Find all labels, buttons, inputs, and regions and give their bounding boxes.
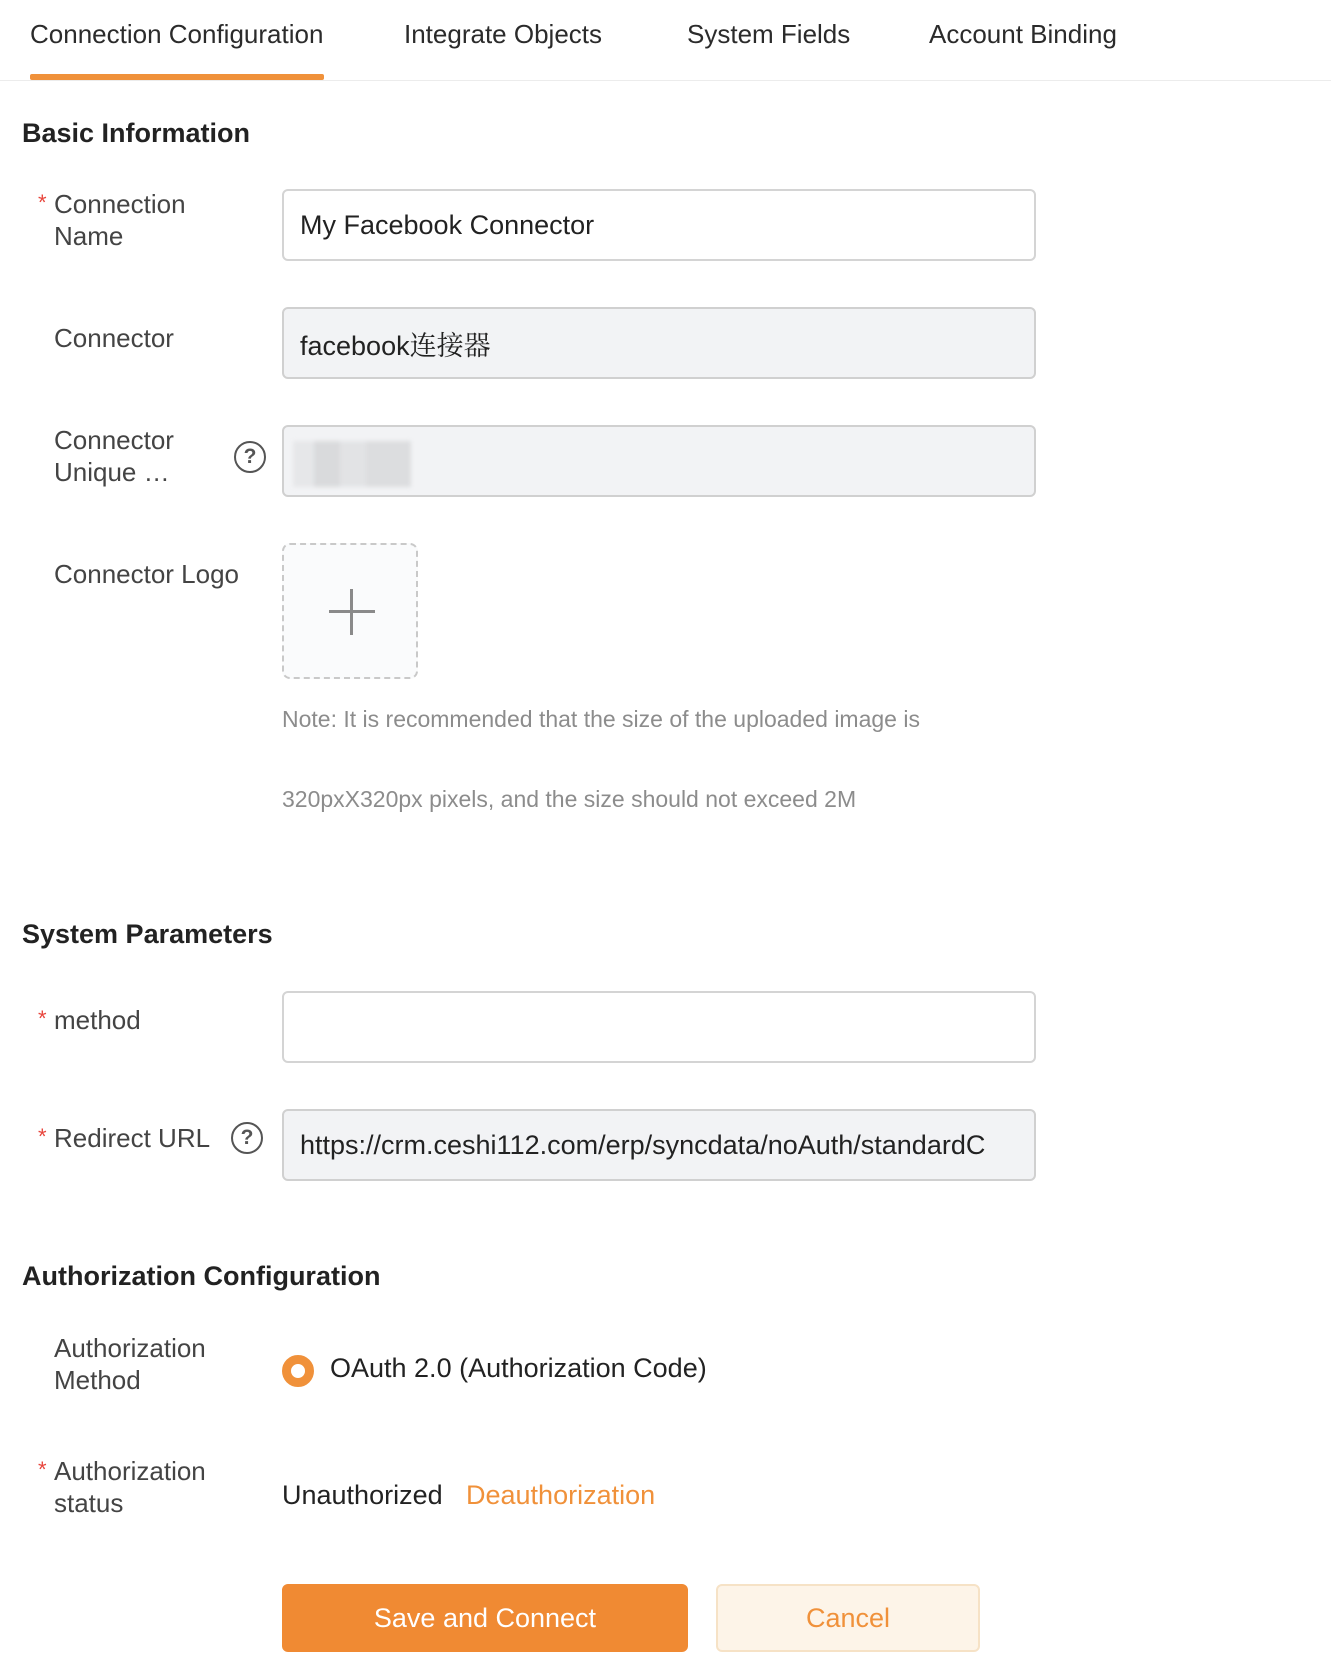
tab-bar (0, 0, 1331, 81)
required-marker: * (38, 1124, 47, 1149)
logo-note-line1: Note: It is recommended that the size of the uploaded image is (282, 706, 920, 732)
oauth-radio[interactable] (282, 1355, 314, 1387)
redacted-value (293, 441, 411, 487)
save-and-connect-button[interactable]: Save and Connect (282, 1584, 688, 1652)
redirect-url-help-icon[interactable]: ? (231, 1122, 263, 1154)
section-title-authorization-configuration: Authorization Configuration (22, 1261, 381, 1291)
tab-account-binding[interactable]: Account Binding (929, 19, 1117, 49)
redirect-url-input[interactable] (282, 1109, 1036, 1181)
connection-name-value: My Facebook Connector (300, 209, 595, 240)
section-title-basic-information: Basic Information (22, 118, 251, 148)
authorization-status-value: Unauthorized (282, 1480, 443, 1510)
connector-unique-help-icon[interactable]: ? (234, 441, 266, 473)
authorization-method-label (54, 1332, 206, 1396)
connector-logo-label: Connector Logo (54, 559, 240, 589)
deauthorization-link[interactable]: Deauthorization (466, 1480, 656, 1510)
required-marker: * (38, 1006, 47, 1031)
active-tab-indicator (30, 74, 324, 80)
method-label: method (54, 1005, 141, 1035)
redirect-url-value: https://crm.ceshi112.com/erp/syncdata/noAuth/standardC (300, 1129, 986, 1160)
connection-name-label-line1: Connection (54, 189, 186, 219)
logo-upload-box[interactable] (282, 543, 418, 679)
connector-input (282, 307, 1036, 379)
connection-name-label-line2: Name (54, 221, 124, 251)
tab-connection-configuration[interactable]: Connection Configuration (30, 19, 324, 49)
oauth-radio-label[interactable]: OAuth 2.0 (Authorization Code) (330, 1353, 707, 1383)
plus-icon-vertical (350, 589, 353, 635)
connector-value: facebook连接器 (300, 330, 491, 361)
connector-unique-label-line2: Unique … (54, 457, 170, 487)
tab-integrate-objects[interactable]: Integrate Objects (404, 19, 602, 49)
authorization-status-label-line1: Authorization (54, 1456, 206, 1486)
connector-unique-label (54, 424, 174, 488)
connector-label: Connector (54, 323, 174, 353)
connection-name-label (54, 188, 186, 252)
redirect-url-label: Redirect URL (54, 1123, 211, 1153)
authorization-method-label-line2: Method (54, 1365, 141, 1395)
required-marker: * (38, 190, 47, 215)
section-title-system-parameters: System Parameters (22, 919, 273, 949)
logo-note-line2: 320pxX320px pixels, and the size should not exceed 2M (282, 786, 857, 812)
authorization-status-label (54, 1455, 206, 1519)
authorization-method-label-line1: Authorization (54, 1333, 206, 1363)
connection-name-input[interactable] (282, 189, 1036, 261)
method-input[interactable] (282, 991, 1036, 1063)
required-marker: * (38, 1457, 47, 1482)
cancel-button[interactable]: Cancel (716, 1584, 980, 1652)
authorization-status-label-line2: status (54, 1488, 124, 1518)
connector-unique-label-line1: Connector (54, 425, 174, 455)
tab-system-fields[interactable]: System Fields (687, 19, 851, 49)
